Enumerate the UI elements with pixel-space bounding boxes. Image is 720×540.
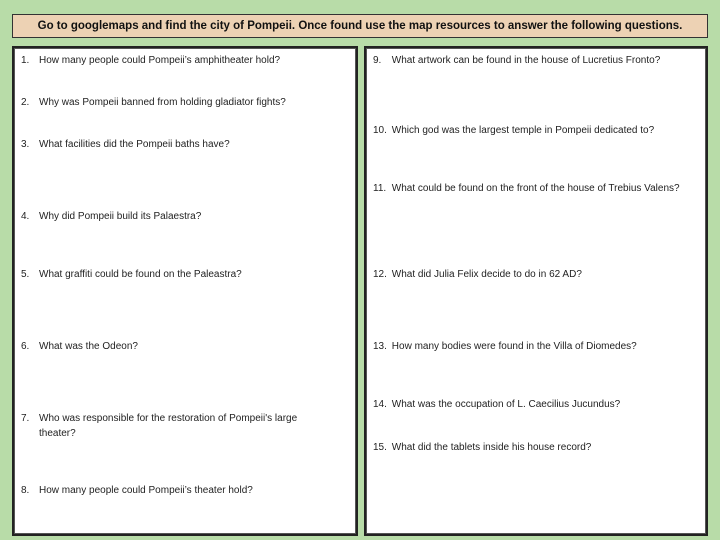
- worksheet-instructions: Go to googlemaps and find the city of Pompeii. Once found use the map resources to answer the following questions.: [12, 14, 708, 38]
- question-13: 13. How many bodies were found in the Villa of Diomedes?: [373, 341, 637, 352]
- question-2: 2. Why was Pompeii banned from holding gladiator fights?: [21, 97, 286, 108]
- question-1: 1. How many people could Pompeii’s amphitheater hold?: [21, 55, 281, 66]
- question-3: 3. What facilities did the Pompeii baths have?: [21, 139, 230, 150]
- left-question-panel: [12, 46, 358, 536]
- question-5: 5. What graffiti could be found on the Paleastra?: [21, 269, 242, 280]
- question-8: 8. How many people could Pompeii’s theater hold?: [21, 485, 253, 496]
- question-14: 14. What was the occupation of L. Caecilius Jucundus?: [373, 399, 621, 410]
- question-15: 15. What did the tablets inside his house record?: [373, 442, 592, 453]
- question-9: 9. What artwork can be found in the house of Lucretius Fronto?: [373, 55, 661, 66]
- question-12: 12. What did Julia Felix decide to do in 62 AD?: [373, 269, 582, 280]
- question-6: 6. What was the Odeon?: [21, 341, 138, 352]
- question-10: 10. Which god was the largest temple in Pompeii dedicated to?: [373, 125, 655, 136]
- question-11: 11. What could be found on the front of the house of Trebius Valens?: [373, 183, 680, 194]
- right-question-panel: [364, 46, 708, 536]
- question-4: 4. Why did Pompeii build its Palaestra?: [21, 211, 202, 222]
- question-7: 7. Who was responsible for the restoration of Pompeii's large theater?: [21, 413, 298, 439]
